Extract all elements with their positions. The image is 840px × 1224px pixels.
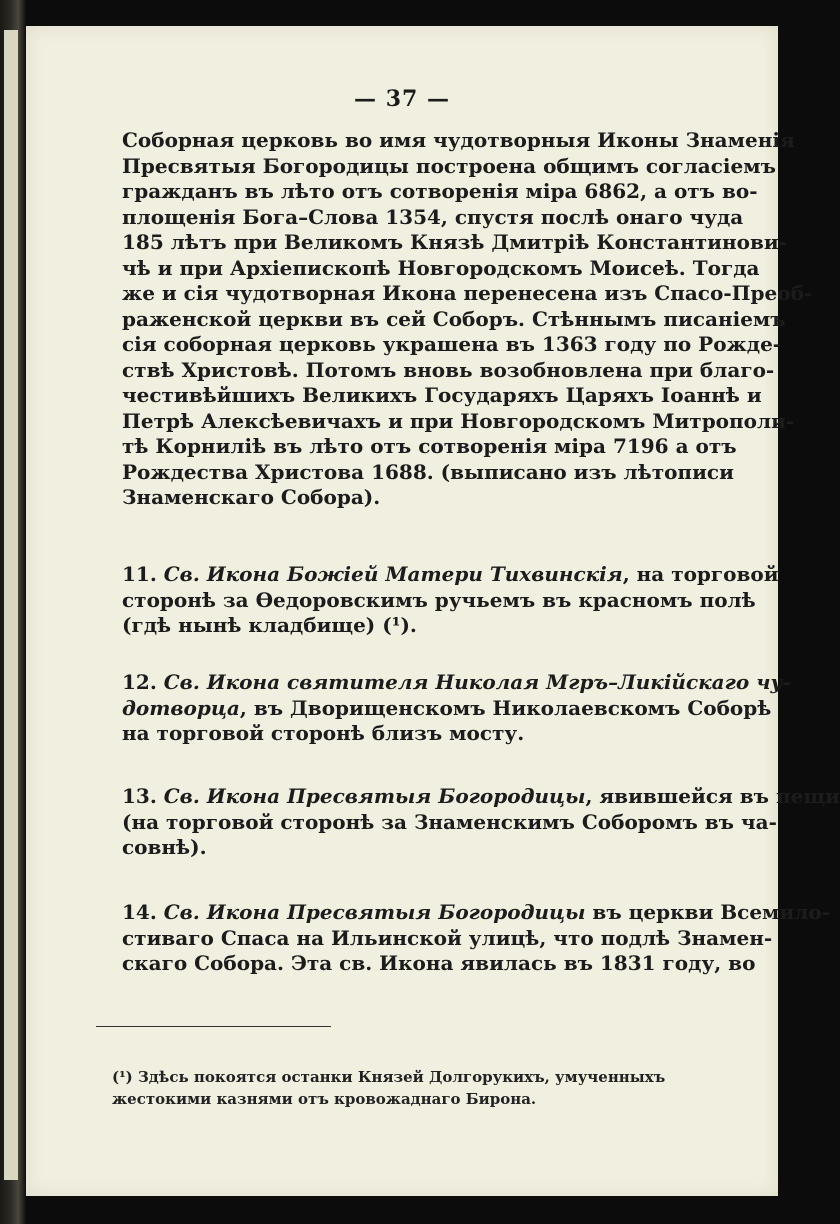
item-title: Св. Икона Пресвятыя Богородицы <box>163 784 586 808</box>
text-line: Знаменскаго Собора). <box>122 485 381 509</box>
previous-page-edge <box>4 30 18 1180</box>
text-line: тѣ Корнилiѣ въ лѣто отъ сотворенія міра 7196 а отъ <box>122 434 737 458</box>
text-line: 185 лѣтъ при Великомъ Князѣ Дмитріѣ Константинови- <box>122 230 787 254</box>
text-line: скаго Собора. Эта св. Икона явилась въ 1831 году, во <box>122 951 756 975</box>
text-line: стиваго Спаса на Ильинской улицѣ, что подлѣ Знамен- <box>122 925 773 950</box>
item-12 <box>122 670 791 747</box>
text-line: совнѣ). <box>122 835 207 859</box>
text-line: сторонѣ за Ѳедоровскимъ ручьемъ въ красномъ полѣ <box>122 587 756 612</box>
item-number: 11. <box>122 562 157 586</box>
text-line: , явившейся въ пещи <box>585 784 840 808</box>
text-line: площенія Бога–Слова 1354, спустя послѣ онаго чуда <box>122 204 744 229</box>
footnote-line: жестокими казнями отъ кровожаднаго Бирона. <box>112 1090 537 1108</box>
item-number: 12. <box>122 670 157 694</box>
text-line: честивѣйшихъ Великихъ Государяхъ Царяхъ Іоаннѣ и <box>122 383 762 407</box>
item-title: Св. Икона святителя Николая Мгръ–Ликійскаго чу- <box>163 670 791 694</box>
text-line: сія соборная церковь украшена въ 1363 году по Рожде- <box>122 332 782 356</box>
text-line: (на торговой сторонѣ за Знаменскимъ Соборомъ въ ча- <box>122 809 777 834</box>
text-line: чѣ и при Архіепископѣ Новгородскомъ Моисеѣ. Тогда <box>122 255 760 280</box>
text-line: Рождества Христова 1688. (выписано изъ лѣтописи <box>122 459 734 484</box>
text-line: , на торговой <box>622 562 779 586</box>
page-number: — 37 — <box>354 86 450 112</box>
item-number: 13. <box>122 784 157 808</box>
item-title: Св. Икона Пресвятыя Богородицы <box>163 900 586 924</box>
text-line: Пресвятыя Богородицы построена общимъ согласіемъ <box>122 153 776 178</box>
item-title-cont: дотворца <box>122 695 240 720</box>
text-line: , въ Дворищенскомъ Николаевскомъ Соборѣ <box>239 695 772 720</box>
text-line: Соборная церковь во имя чудотворныя Иконы Знаменія <box>122 128 795 152</box>
text-line: въ церкви Всемило- <box>585 900 831 924</box>
item-13 <box>122 784 840 861</box>
text-line: гражданъ въ лѣто отъ сотворенія міра 6862, а отъ во- <box>122 179 758 203</box>
text-line: же и сія чудотворная Икона перенесена изъ Спасо-Преоб- <box>122 281 813 305</box>
item-title: Св. Икона Божіей Матери Тихвинскія <box>163 562 623 586</box>
paragraph-main <box>122 128 813 511</box>
text-line: на торговой сторонѣ близъ мосту. <box>122 721 525 745</box>
footnote-rule <box>96 1026 331 1027</box>
footnote <box>112 1066 694 1110</box>
item-11 <box>122 562 779 639</box>
text-line: ствѣ Христовѣ. Потомъ вновь возобновлена при благо- <box>122 357 775 382</box>
footnote-line: (¹) Здѣсь покоятся останки Князей Долгорукихъ, умученныхъ <box>112 1068 666 1086</box>
item-14 <box>122 900 831 977</box>
item-number: 14. <box>122 900 157 924</box>
book-page <box>26 26 840 1196</box>
text-line: (гдѣ нынѣ кладбище) (¹). <box>122 613 417 637</box>
text-line: раженской церкви въ сей Соборъ. Стѣннымъ писаніемъ <box>122 306 786 331</box>
text-line: Петрѣ Алексѣевичахъ и при Новгородскомъ Митрополи- <box>122 408 795 433</box>
